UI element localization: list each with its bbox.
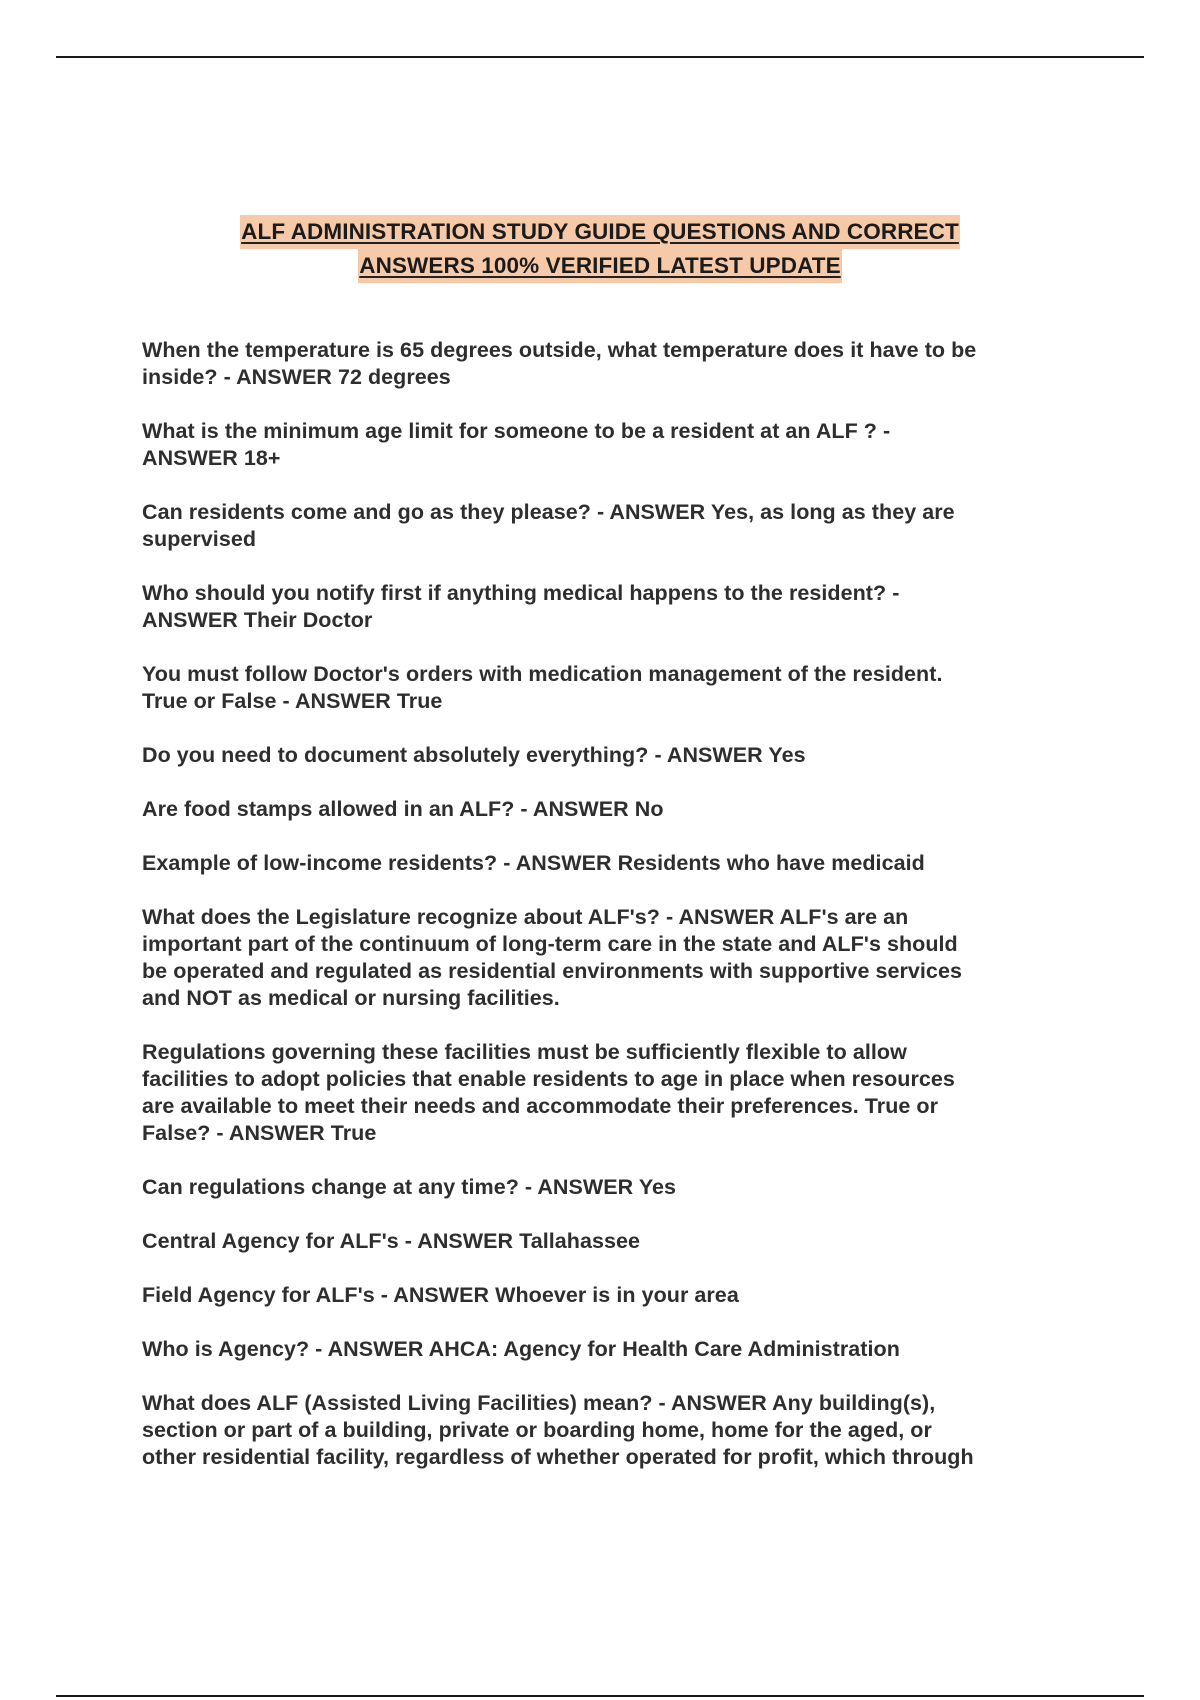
qa-item: When the temperature is 65 degrees outside, what temperature does it have to be inside? - ANSWER 72 degrees — [142, 338, 977, 389]
qa-list — [142, 337, 1067, 1498]
title-line-1: ALF ADMINISTRATION STUDY GUIDE QUESTIONS AND CORRECT — [240, 215, 960, 249]
qa-item: What is the minimum age limit for someone to be a resident at an ALF ? - ANSWER 18+ — [142, 419, 891, 470]
qa-item: You must follow Doctor's orders with medication management of the resident. True or False - ANSWER True — [142, 662, 943, 713]
qa-item: Can regulations change at any time? - ANSWER Yes — [142, 1175, 677, 1199]
qa-item: Who is Agency? - ANSWER AHCA: Agency for Health Care Administration — [142, 1337, 900, 1361]
bottom-rule — [56, 1695, 1144, 1697]
qa-item: What does ALF (Assisted Living Facilities) mean? - ANSWER Any building(s), section or part of a building, private or boarding home, home for the aged, or other residential facility, regardless of whether operated for profit, which through — [142, 1391, 974, 1469]
qa-item: Field Agency for ALF's - ANSWER Whoever is in your area — [142, 1283, 739, 1307]
qa-item: Can residents come and go as they please? - ANSWER Yes, as long as they are supervised — [142, 500, 955, 551]
qa-item: Who should you notify first if anything medical happens to the resident? - ANSWER Their Doctor — [142, 581, 900, 632]
qa-item: Do you need to document absolutely everything? - ANSWER Yes — [142, 743, 806, 767]
document-title — [0, 215, 1200, 283]
qa-item: What does the Legislature recognize about ALF's? - ANSWER ALF's are an important part of the continuum of long-term care in the state and ALF's should be operated and regulated as residential environments with supportive services and NOT as medical or nursing facilities. — [142, 905, 962, 1010]
qa-item: Are food stamps allowed in an ALF? - ANSWER No — [142, 797, 664, 821]
title-line-2: ANSWERS 100% VERIFIED LATEST UPDATE — [358, 249, 841, 283]
qa-item: Regulations governing these facilities must be sufficiently flexible to allow facilities to adopt policies that enable residents to age in place when resources are available to meet their needs and accommodate their preferences. True or False? - ANSWER True — [142, 1040, 955, 1145]
qa-item: Central Agency for ALF's - ANSWER Tallahassee — [142, 1229, 640, 1253]
top-rule — [56, 56, 1144, 58]
qa-item: Example of low-income residents? - ANSWER Residents who have medicaid — [142, 851, 925, 875]
